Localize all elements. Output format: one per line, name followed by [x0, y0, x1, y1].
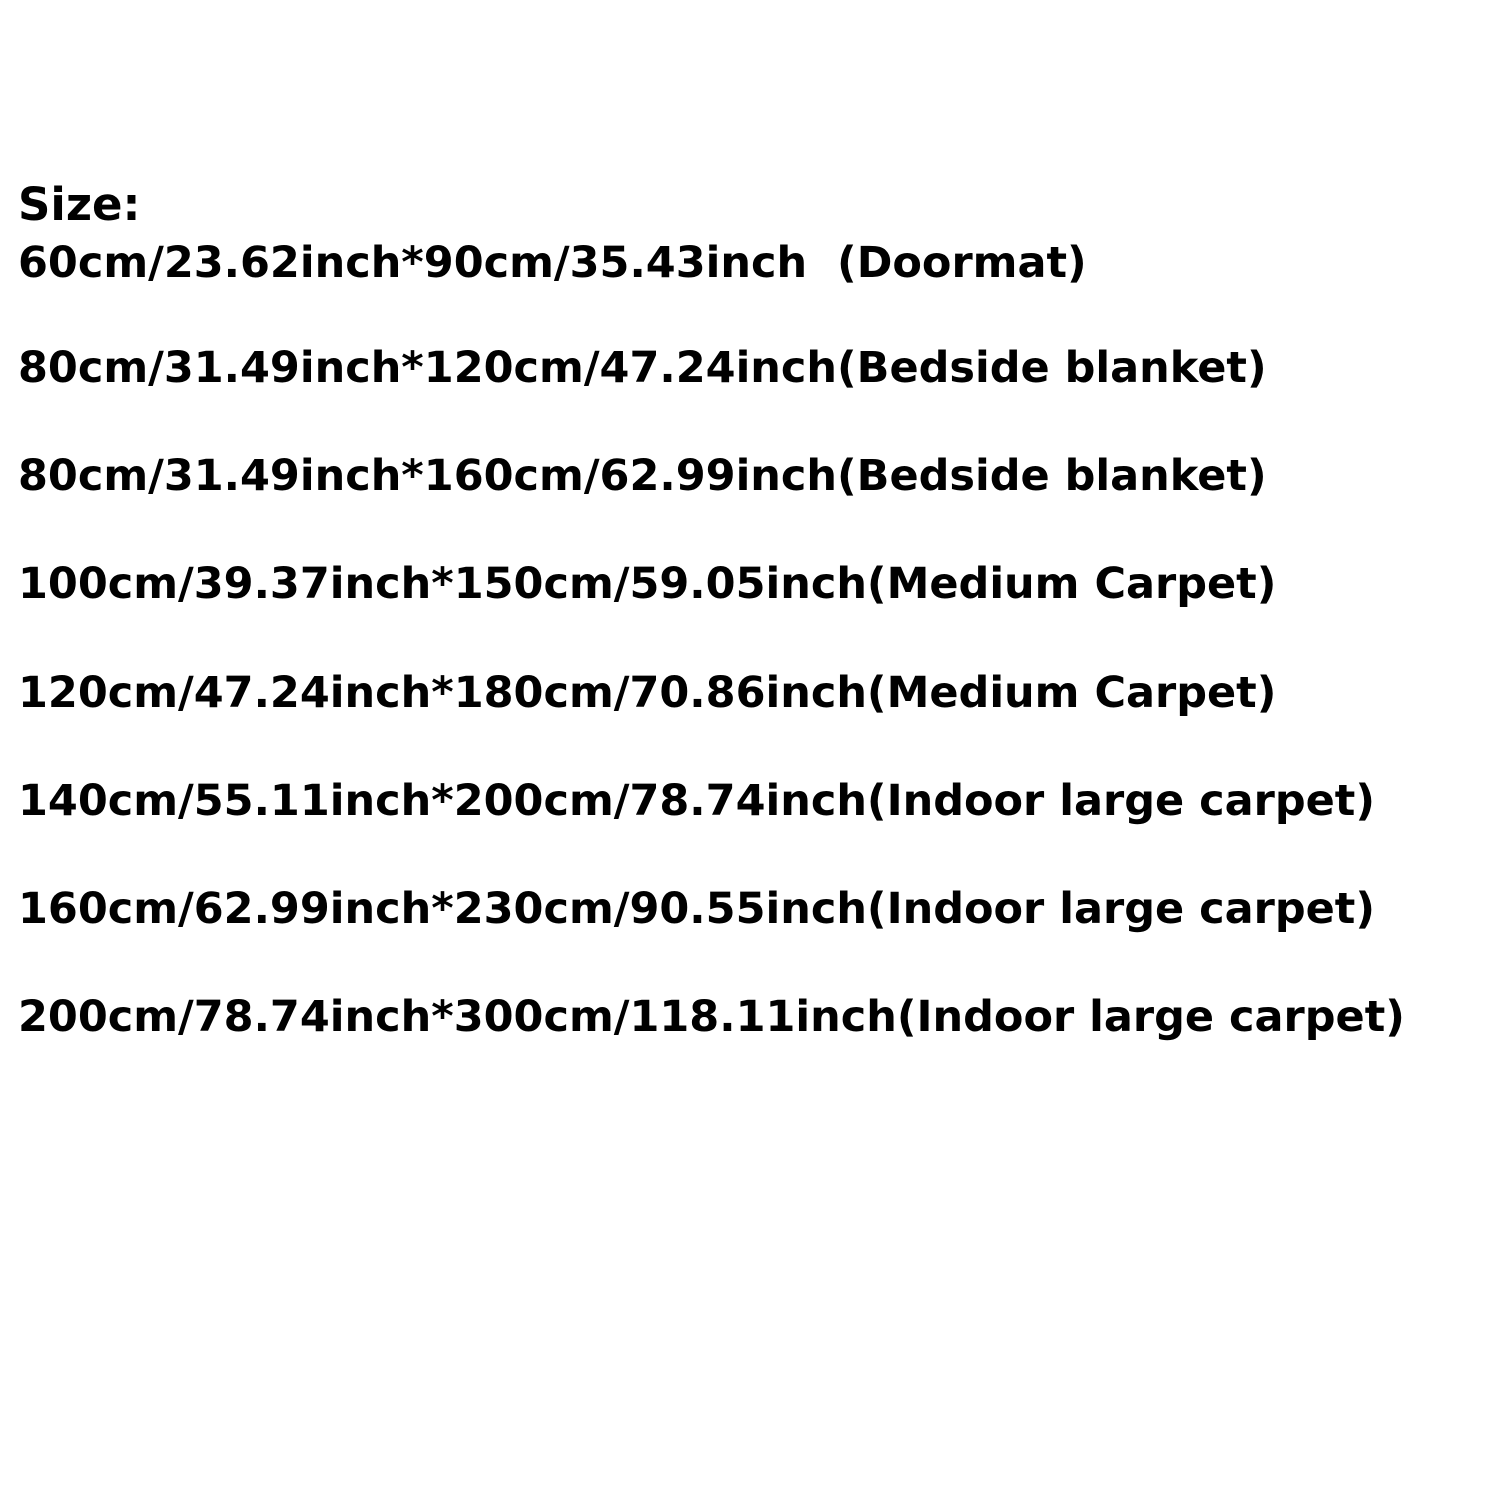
list-item: 140cm/55.11inch*200cm/78.74inch(Indoor large carpet): [18, 775, 1375, 826]
list-item: 80cm/31.49inch*120cm/47.24inch(Bedside blanket): [18, 343, 1267, 394]
list-item: 160cm/62.99inch*230cm/90.55inch(Indoor large carpet): [18, 883, 1375, 934]
list-item: 60cm/23.62inch*90cm/35.43inch (Doormat): [18, 238, 1087, 288]
list-item: 200cm/78.74inch*300cm/118.11inch(Indoor large carpet): [18, 991, 1405, 1042]
list-item: 100cm/39.37inch*150cm/59.05inch(Medium Carpet): [18, 559, 1277, 610]
page-title: Size:: [18, 178, 141, 231]
list-item: 120cm/47.24inch*180cm/70.86inch(Medium Carpet): [18, 667, 1277, 718]
size-options-list: [18, 238, 1500, 1042]
list-item: 80cm/31.49inch*160cm/62.99inch(Bedside blanket): [18, 451, 1267, 502]
